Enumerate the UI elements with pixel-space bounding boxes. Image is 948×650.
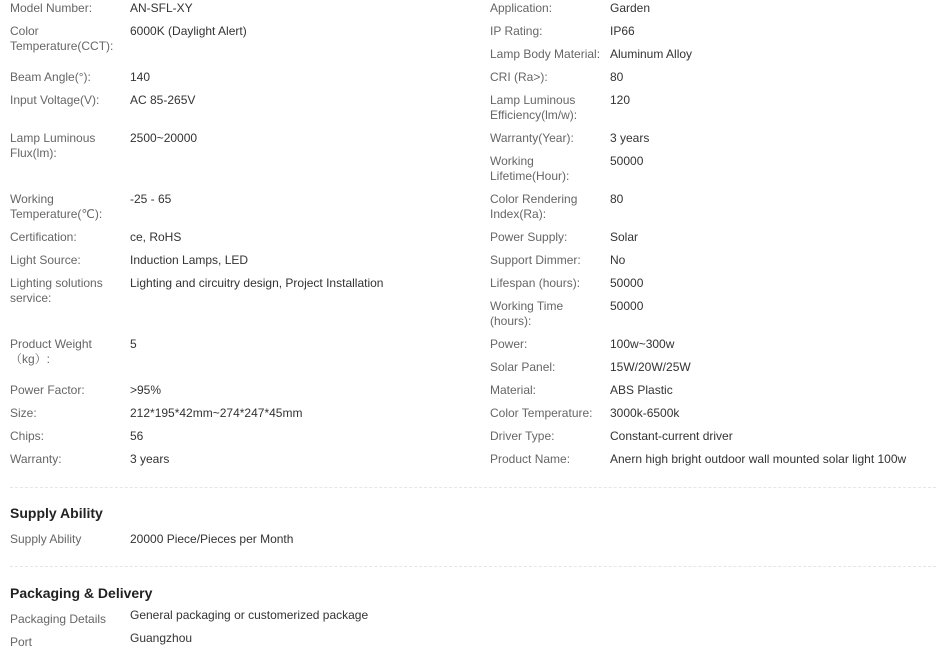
attribute-label: Warranty(Year):	[490, 131, 574, 145]
supply-ability-heading: Supply Ability	[10, 505, 103, 521]
attribute-label: Power:	[490, 337, 528, 351]
attribute-label: Support Dimmer:	[490, 253, 581, 267]
attribute-value: 15W/20W/25W	[610, 360, 691, 374]
section-divider	[10, 566, 936, 567]
attribute-value: ABS Plastic	[610, 383, 673, 397]
attribute-label: Solar Panel:	[490, 360, 556, 374]
attribute-label: Certification:	[10, 230, 77, 244]
attribute-label: IP Rating:	[490, 24, 543, 38]
attribute-value: 6000K (Daylight Alert)	[130, 24, 247, 38]
attribute-value: 50000	[610, 154, 644, 168]
attribute-value: IP66	[610, 24, 635, 38]
packaging-details-label: Packaging Details	[10, 612, 107, 626]
attribute-label: Color Temperature:	[490, 406, 593, 420]
attribute-value: Aluminum Alloy	[610, 47, 693, 61]
section-divider	[10, 487, 936, 488]
attribute-value: -25 - 65	[130, 192, 172, 206]
attribute-value: AN-SFL-XY	[130, 1, 193, 15]
attribute-label: Input Voltage(V):	[10, 93, 100, 107]
attribute-value: 140	[130, 70, 151, 84]
attribute-label: Color Rendering Index(Ra):	[490, 192, 578, 221]
attribute-value: No	[610, 253, 626, 267]
attribute-label: Working Lifetime(Hour):	[490, 154, 570, 183]
attribute-value: Anern high bright outdoor wall mounted solar light 100w	[610, 452, 907, 466]
attribute-value: 212*195*42mm~274*247*45mm	[130, 406, 303, 420]
attribute-label: Warranty:	[10, 452, 62, 466]
port-label: Port	[10, 635, 33, 649]
packaging-details-value: General packaging or customerized package	[130, 608, 369, 622]
attribute-label: Lamp Luminous Efficiency(lm/w):	[490, 93, 578, 122]
attribute-label: Product Name:	[490, 452, 571, 466]
attribute-label: Material:	[490, 383, 537, 397]
attribute-value: 3 years	[610, 131, 650, 145]
attribute-value: 3000k-6500k	[610, 406, 680, 420]
attribute-label: Size:	[10, 406, 37, 420]
supply-ability-value: 20000 Piece/Pieces per Month	[130, 532, 294, 546]
attribute-value: Induction Lamps, LED	[130, 253, 249, 267]
attribute-label: Driver Type:	[490, 429, 555, 443]
attribute-value: ce, RoHS	[130, 230, 182, 244]
attribute-label: Lamp Body Material:	[490, 47, 601, 61]
attribute-value: Lighting and circuitry design, Project Installation	[130, 276, 384, 290]
attribute-label: Working Time (hours):	[490, 299, 564, 328]
attribute-label: Color Temperature(CCT):	[10, 24, 114, 53]
attribute-value: 50000	[610, 299, 644, 313]
attribute-label: Lamp Luminous Flux(lm):	[10, 131, 96, 160]
attribute-value: Solar	[610, 230, 639, 244]
attribute-value: 80	[610, 70, 624, 84]
attribute-value: Constant-current driver	[610, 429, 733, 443]
attribute-value: 80	[610, 192, 624, 206]
supply-ability-label: Supply Ability	[10, 532, 82, 546]
attribute-label: Working Temperature(℃):	[10, 192, 103, 221]
attribute-label: Light Source:	[10, 253, 81, 267]
port-value: Guangzhou	[130, 631, 193, 645]
attribute-label: Power Supply:	[490, 230, 568, 244]
attribute-label: CRI (Ra>):	[490, 70, 548, 84]
attribute-label: Application:	[490, 1, 553, 15]
attribute-value: 100w~300w	[610, 337, 675, 351]
attribute-value: 2500~20000	[130, 131, 198, 145]
attribute-label: Lifespan (hours):	[490, 276, 581, 290]
attribute-value: 3 years	[130, 452, 170, 466]
attribute-value: 120	[610, 93, 631, 107]
attribute-label: Beam Angle(°):	[10, 70, 91, 84]
attribute-label: Chips:	[10, 429, 45, 443]
attribute-value: 5	[130, 337, 137, 351]
attribute-value: AC 85-265V	[130, 93, 196, 107]
attribute-label: Product Weight（kg）:	[10, 337, 92, 366]
attribute-label: Power Factor:	[10, 383, 85, 397]
attribute-value: Garden	[610, 1, 651, 15]
packaging-delivery-heading: Packaging & Delivery	[10, 585, 153, 601]
attribute-value: 50000	[610, 276, 644, 290]
attribute-label: Model Number:	[10, 1, 93, 15]
attribute-label: Lighting solutions service:	[10, 276, 103, 305]
attribute-value: 56	[130, 429, 144, 443]
attribute-value: >95%	[130, 383, 162, 397]
